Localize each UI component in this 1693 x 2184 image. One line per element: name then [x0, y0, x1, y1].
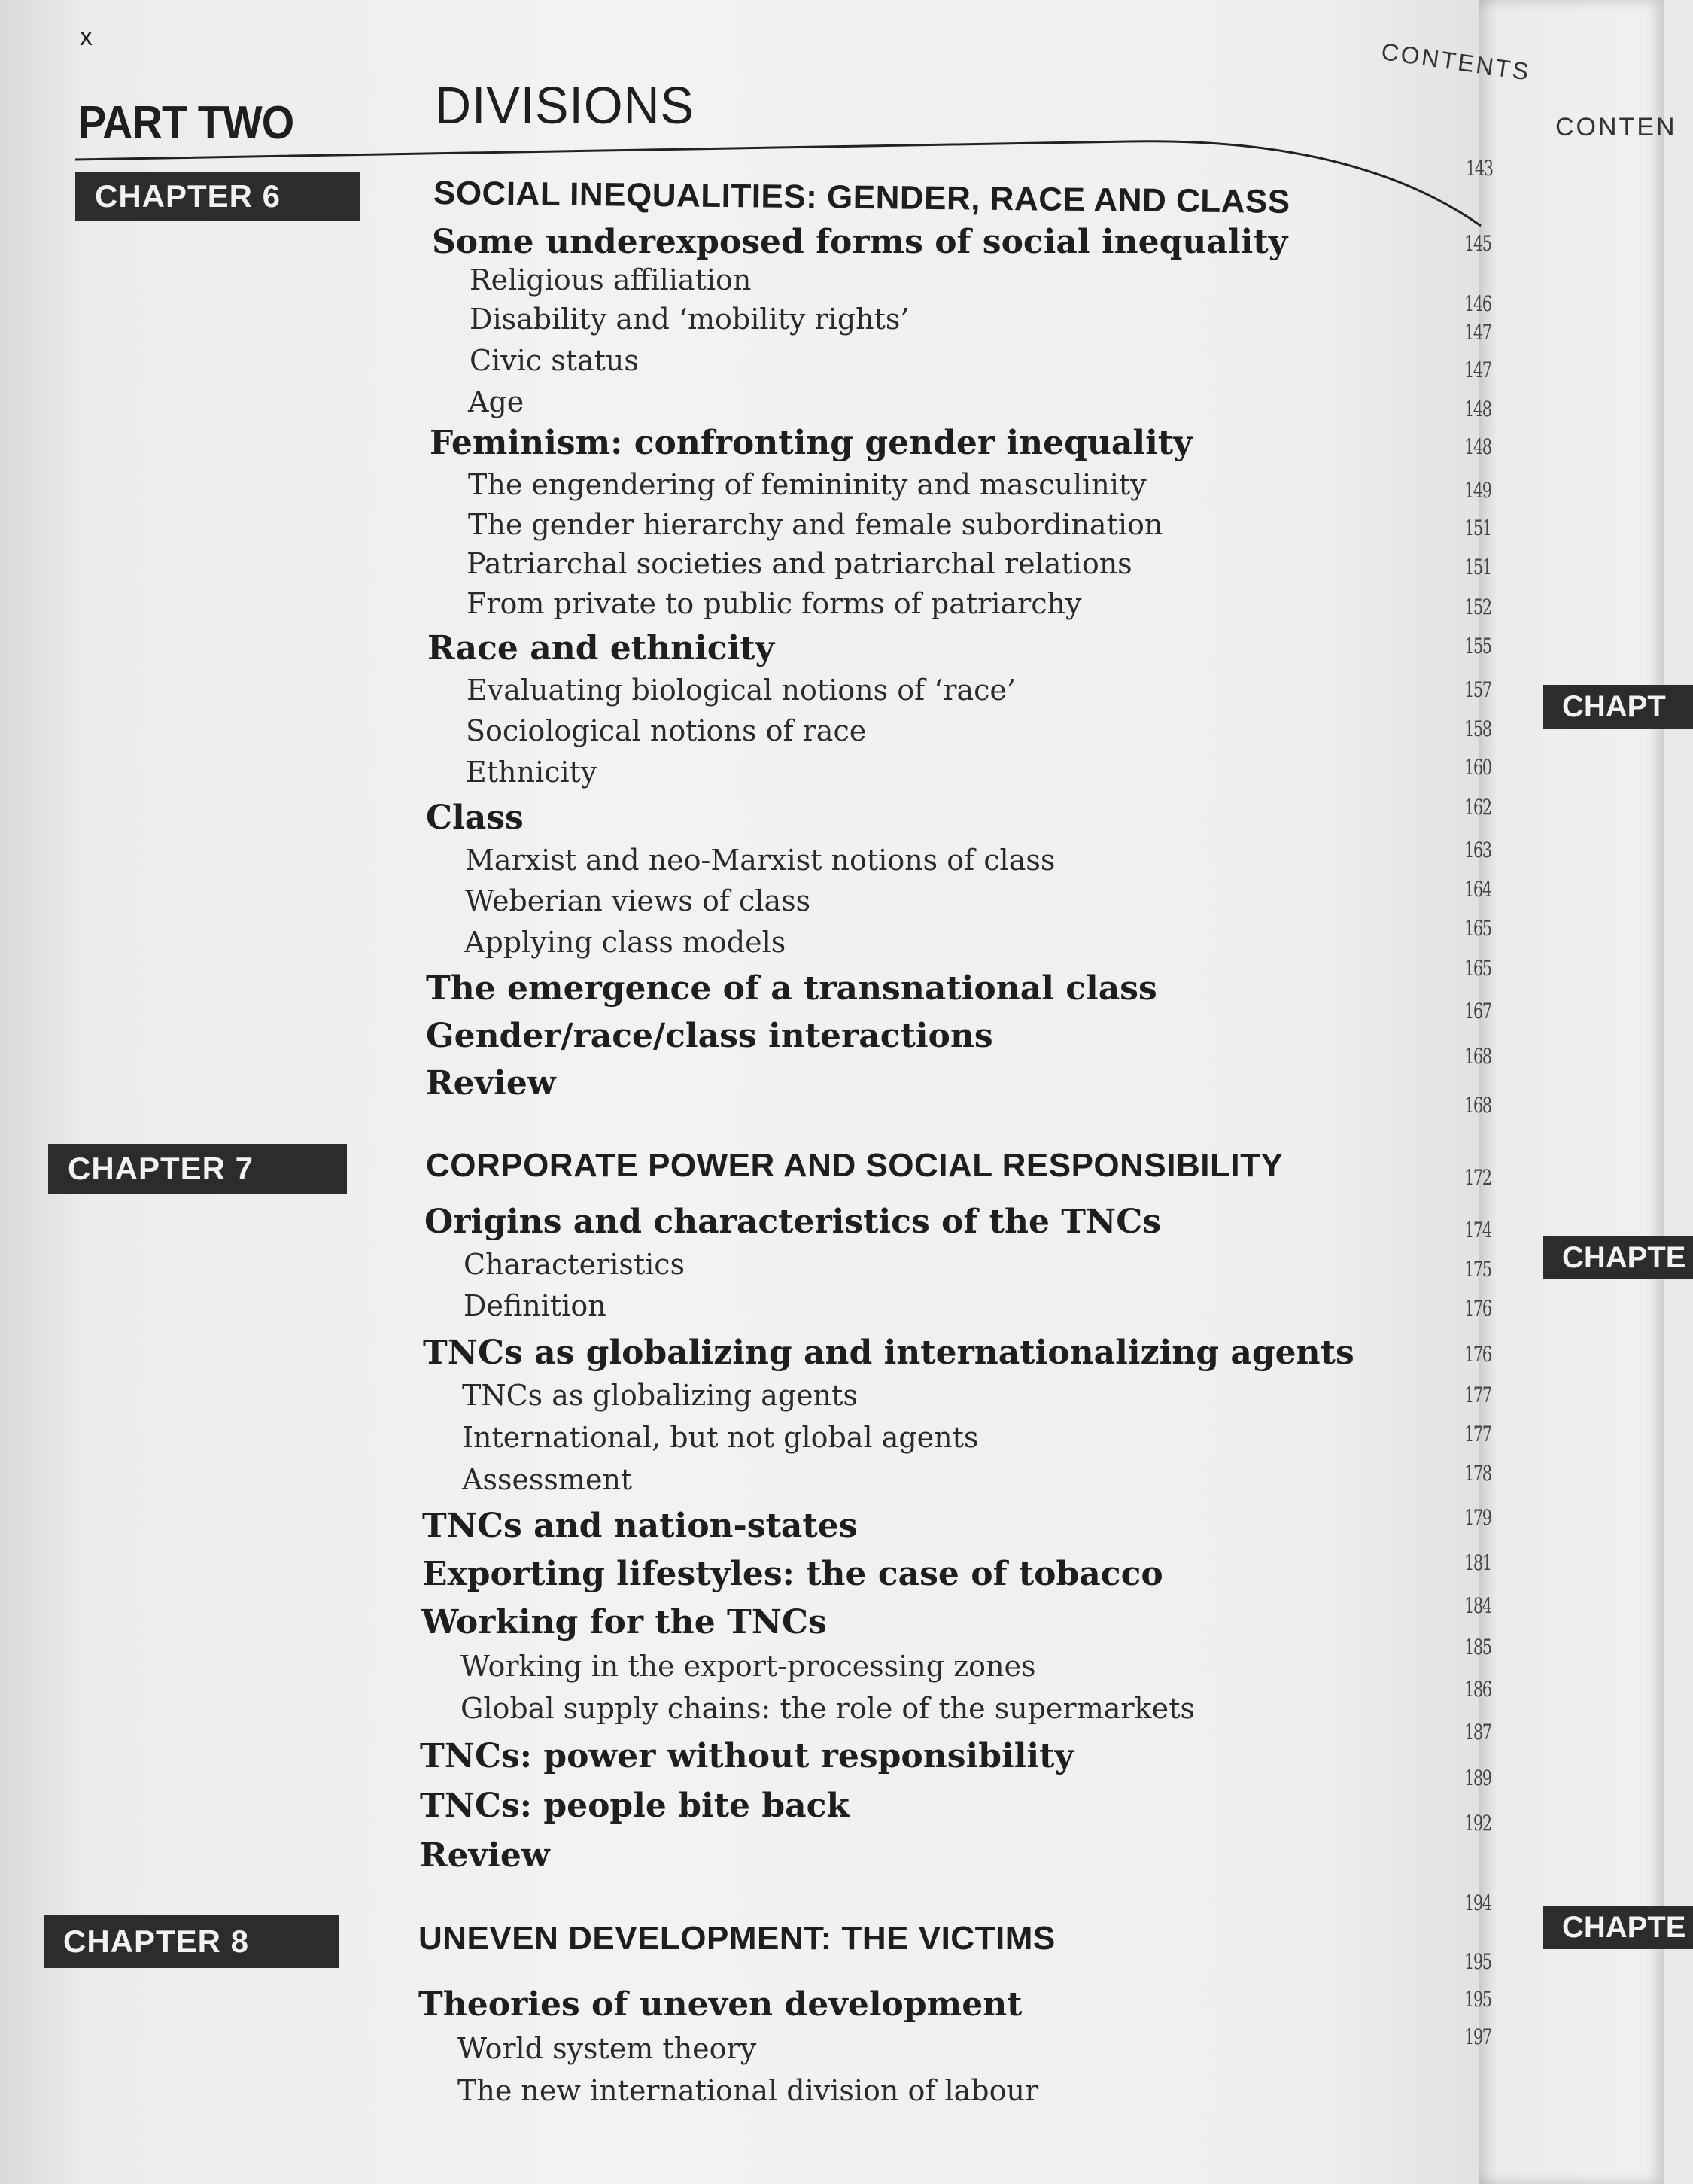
toc-subsection: Working in the export-processing zones [460, 1650, 1036, 1683]
toc-section: Gender/race/class interactions [426, 1017, 993, 1055]
page-number: 164 [1464, 877, 1491, 902]
page-number: 178 [1464, 1461, 1491, 1486]
toc-subsection: The engendering of femininity and masculinity [468, 468, 1147, 501]
part-title: DIVISIONS [435, 76, 695, 135]
page-number: 197 [1464, 2024, 1491, 2049]
chapter-6-tag: CHAPTER 6 [75, 172, 360, 221]
toc-subsection: Evaluating biological notions of ‘race’ [467, 674, 1016, 707]
toc-subsection: Religious affiliation [470, 263, 752, 297]
toc-subsection: The new international division of labour [457, 2074, 1039, 2107]
page-number: 145 [1464, 231, 1491, 256]
right-page-chapter-tag: CHAPT [1543, 685, 1693, 729]
page-number: 167 [1464, 999, 1491, 1024]
page-number: 194 [1464, 1890, 1491, 1915]
page-number: 158 [1464, 716, 1491, 741]
toc-subsection: From private to public forms of patriarchy [467, 587, 1082, 620]
toc-subsection: Age [468, 385, 524, 418]
page-number: 143 [1466, 156, 1493, 181]
page-number: 192 [1464, 1811, 1491, 1836]
page-number: 157 [1464, 677, 1491, 702]
page-number: 185 [1464, 1635, 1491, 1659]
right-page-chapter-tag: CHAPTE [1543, 1906, 1693, 1949]
toc-section: Theories of uneven development [418, 1985, 1023, 2024]
toc-subsection: Patriarchal societies and patriarchal relations [467, 547, 1132, 580]
page-number: 160 [1464, 755, 1491, 780]
page-number: 195 [1464, 1987, 1491, 2012]
page-number: 176 [1464, 1342, 1491, 1367]
toc-section: The emergence of a transnational class [426, 969, 1157, 1008]
page-number: 155 [1464, 634, 1491, 659]
toc-section: TNCs: people bite back [420, 1787, 850, 1825]
chapter-8-title: UNEVEN DEVELOPMENT: THE VICTIMS [418, 1920, 1056, 1957]
toc-section: Review [426, 1064, 556, 1103]
toc-subsection: Marxist and neo-Marxist notions of class [465, 844, 1056, 877]
toc-subsection: Weberian views of class [465, 884, 811, 917]
toc-section: Review [420, 1836, 550, 1875]
toc-subsection: Characteristics [464, 1248, 685, 1281]
page-number: 187 [1464, 1720, 1491, 1744]
toc-subsection: Disability and ‘mobility rights’ [470, 303, 910, 336]
page-number: 165 [1464, 956, 1491, 981]
page-number: 149 [1464, 478, 1491, 503]
page-number: 165 [1464, 916, 1491, 941]
toc-section: TNCs and nation-states [422, 1507, 858, 1545]
toc-section: Some underexposed forms of social inequality [432, 223, 1288, 261]
toc-subsection: International, but not global agents [462, 1421, 979, 1454]
page-number: 184 [1464, 1593, 1491, 1618]
page-number: 195 [1464, 1949, 1491, 1974]
page-number: 177 [1464, 1382, 1491, 1407]
running-head: CONTENTS [1379, 38, 1533, 86]
toc-subsection: Definition [464, 1289, 606, 1322]
page-number: 148 [1464, 397, 1491, 421]
part-label: PART TWO [78, 97, 294, 149]
toc-subsection: Applying class models [464, 926, 786, 959]
toc-section: Feminism: confronting gender inequality [430, 424, 1193, 462]
right-page-chapter-tag: CHAPTE [1543, 1236, 1693, 1279]
chapter-6-title: SOCIAL INEQUALITIES: GENDER, RACE AND CLASS [433, 175, 1290, 221]
page-number: 146 [1464, 291, 1491, 316]
page-number: 175 [1464, 1257, 1491, 1282]
page-number: 152 [1464, 595, 1491, 619]
page-number: 186 [1464, 1677, 1491, 1702]
toc-subsection: The gender hierarchy and female subordination [468, 508, 1163, 541]
page-number: 181 [1464, 1550, 1491, 1575]
page-number: 147 [1464, 357, 1491, 382]
toc-subsection: Sociological notions of race [466, 714, 867, 747]
toc-subsection: Ethnicity [466, 756, 597, 789]
toc-section: TNCs: power without responsibility [420, 1737, 1074, 1775]
page-number: 177 [1464, 1422, 1491, 1446]
page-marker: x [80, 23, 93, 51]
toc-subsection: Global supply chains: the role of the supermarkets [460, 1692, 1195, 1725]
page-number: 174 [1464, 1218, 1491, 1243]
toc-section: Origins and characteristics of the TNCs [424, 1203, 1162, 1241]
page-number: 163 [1464, 838, 1491, 862]
toc-section: Exporting lifestyles: the case of tobacco [422, 1555, 1163, 1593]
page-number: 162 [1464, 795, 1491, 820]
right-page [1479, 0, 1664, 2184]
page-number: 168 [1464, 1093, 1491, 1118]
toc-section: TNCs as globalizing and internationalizing agents [423, 1334, 1354, 1372]
chapter-8-tag: CHAPTER 8 [44, 1915, 339, 1968]
page-number: 179 [1464, 1505, 1491, 1530]
page-number: 147 [1464, 320, 1491, 345]
toc-section: Working for the TNCs [421, 1603, 827, 1641]
page-number: 148 [1464, 434, 1491, 459]
toc-subsection: World system theory [457, 2032, 757, 2065]
toc-subsection: TNCs as globalizing agents [462, 1379, 858, 1412]
page-number: 168 [1464, 1044, 1491, 1069]
toc-section: Race and ethnicity [427, 629, 775, 668]
toc-subsection: Assessment [462, 1463, 633, 1496]
right-page-running-head: CONTEN [1555, 113, 1677, 141]
page-number: 172 [1464, 1165, 1491, 1190]
page-number: 189 [1464, 1766, 1491, 1790]
toc-section: Class [426, 798, 524, 837]
page-number: 176 [1464, 1296, 1491, 1321]
toc-subsection: Civic status [470, 344, 639, 377]
chapter-7-title: CORPORATE POWER AND SOCIAL RESPONSIBILITY [426, 1147, 1284, 1184]
page-number: 151 [1464, 555, 1491, 579]
page-number: 151 [1464, 516, 1491, 540]
chapter-7-tag: CHAPTER 7 [48, 1144, 347, 1194]
